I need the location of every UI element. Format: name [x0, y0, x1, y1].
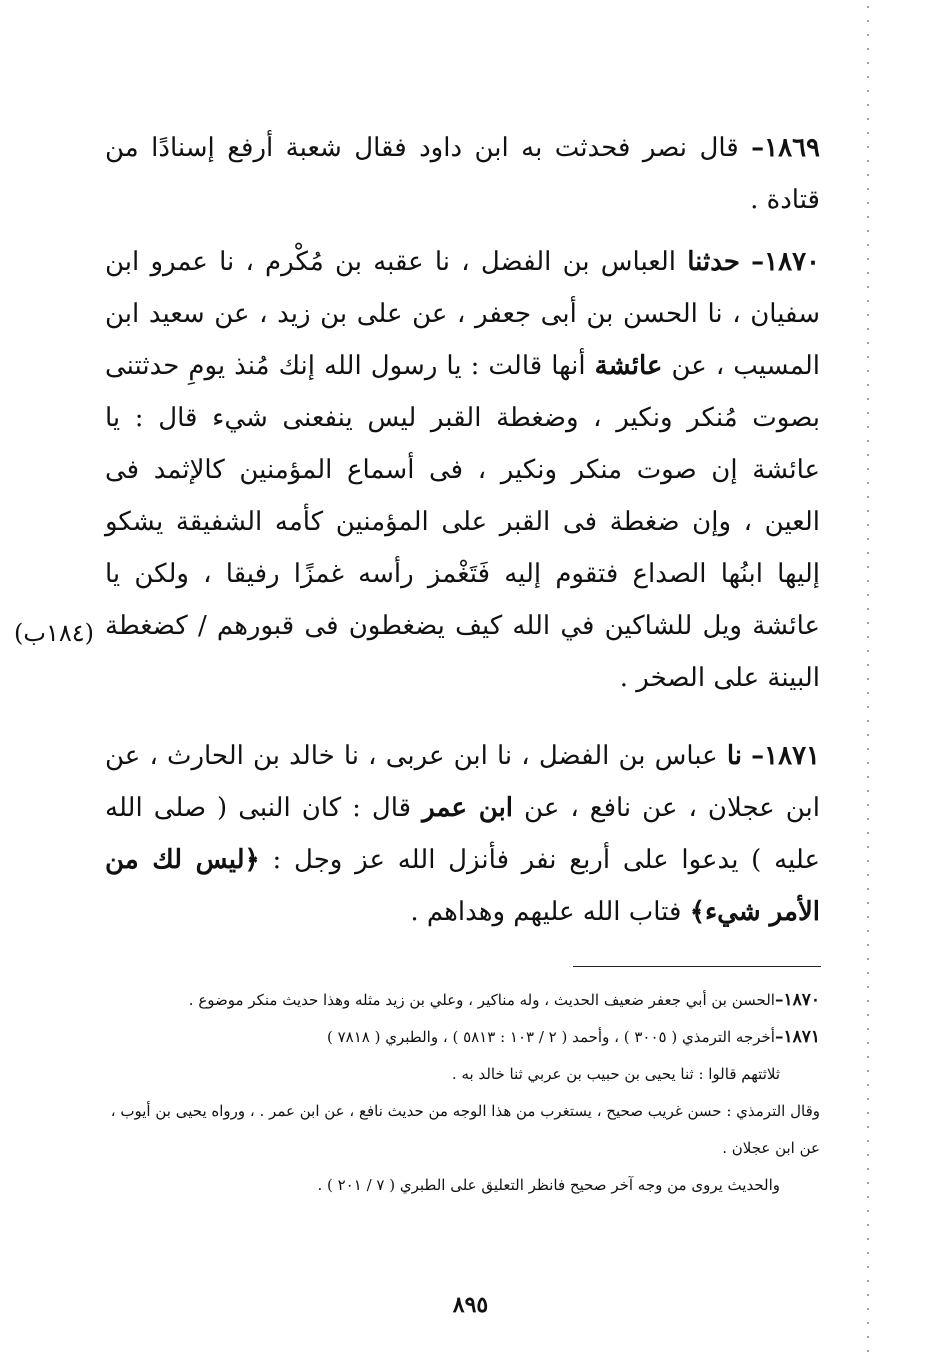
- footnote-line: والحديث يروى من وجه آخر صحيح فانظر التعليق على الطبري ( ٧ / ٢٠١ ) .: [317, 1176, 780, 1194]
- footnote-1871: [105, 1019, 820, 1056]
- narrator-name: عائشة: [594, 351, 663, 381]
- footnote-1870: [105, 982, 820, 1019]
- hadith-text: العباس بن الفضل ، نا عقبه بن مُكْرم ، نا عمرو ابن سفيان ، نا الحسن بن أبى جعفر ، عن على بن زيد ، عن سعيد ابن المسيب ، عن: [105, 247, 820, 381]
- hadith-number: ١٨٦٩–: [751, 133, 820, 163]
- hadith-text: قال : كان النبى ( صلى الله عليه ) يدعوا على أربع نفر فأنزل الله عز وجل :: [105, 793, 820, 875]
- hadith-1869-block: [105, 122, 820, 226]
- hadith-number: ١٨٧٠–: [751, 247, 820, 277]
- footnote-number: ١٨٧١–: [774, 1027, 820, 1047]
- hadith-1869: [105, 122, 820, 226]
- quran-quote: ﴿ليس لك من الأمر شيء﴾: [105, 845, 820, 927]
- footnote-number: ١٨٧٠–: [774, 990, 820, 1010]
- footnote-line: ثلاثتهم قالوا : ثنا يحيى بن حبيب بن عربي ثنا خالد به .: [451, 1065, 780, 1083]
- hadith-1871: [105, 730, 820, 938]
- footnote-line: وقال الترمذي : حسن غريب صحيح ، يستغرب من هذا الوجه من حديث نافع ، عن ابن عمر . ، ورواه يحيى بن أيوب ، عن ابن عجلان .: [110, 1102, 820, 1157]
- manuscript-folio-reference: (١٨٤ب): [14, 619, 95, 647]
- hadith-1870-block: [105, 236, 820, 704]
- footnotes: [105, 982, 820, 1204]
- page-number: ٨٩٥: [452, 1292, 489, 1318]
- hadith-text: عباس بن الفضل ، نا ابن عربى ، نا خالد بن الحارث ، عن ابن عجلان ، عن نافع ، عن: [105, 741, 820, 823]
- footnote-separator: [573, 966, 821, 967]
- footnote-text: الحسن بن أبي جعفر ضعيف الحديث ، وله مناكير ، وعلي بن زيد مثله وهذا حديث منكر موضوع .: [188, 991, 775, 1009]
- hadith-keyword: نا: [726, 741, 742, 771]
- footnote-text: أخرجه الترمذي ( ٣٠٠٥ ) ، وأحمد ( ٢ / ١٠٣ : ٥٨١٣ ) ، والطبري ( ٧٨١٨ ): [326, 1028, 775, 1046]
- hadith-1870: [105, 236, 820, 704]
- hadith-text: قال نصر فحدثت به ابن داود فقال شعبة أرفع إسنادًا من قتادة .: [105, 133, 820, 215]
- hadith-keyword: حدثنا: [687, 247, 740, 277]
- hadith-text: فتاب الله عليهم وهداهم .: [410, 897, 690, 927]
- hadith-text: أنها قالت : يا رسول الله إنك مُنذ يومِ حدثتنى بصوت مُنكر ونكير ، وضغطة القبر ليس ينفعنى شيء قال : يا عائشة إن صوت منكر ونكير ، فى أسماع المؤمنين كالإثمد فى العين ، وإن ضغطة فى القبر على المؤمنين كأمه الشفيقة يشكو إليها ابنُها الصداع فتقوم إليه فَتَغْمز رأسه غمزًا رفيقا ، ولكن يا عائشة ويل للشاكين في الله كيف يضغطون فى قبورهم / كضغطة البينة على الصخر .: [105, 351, 820, 693]
- page-edge-dots: [865, 0, 871, 1355]
- hadith-1871-block: [105, 730, 820, 938]
- hadith-number: ١٨٧١–: [751, 741, 820, 771]
- narrator-name: ابن عمر: [422, 793, 514, 823]
